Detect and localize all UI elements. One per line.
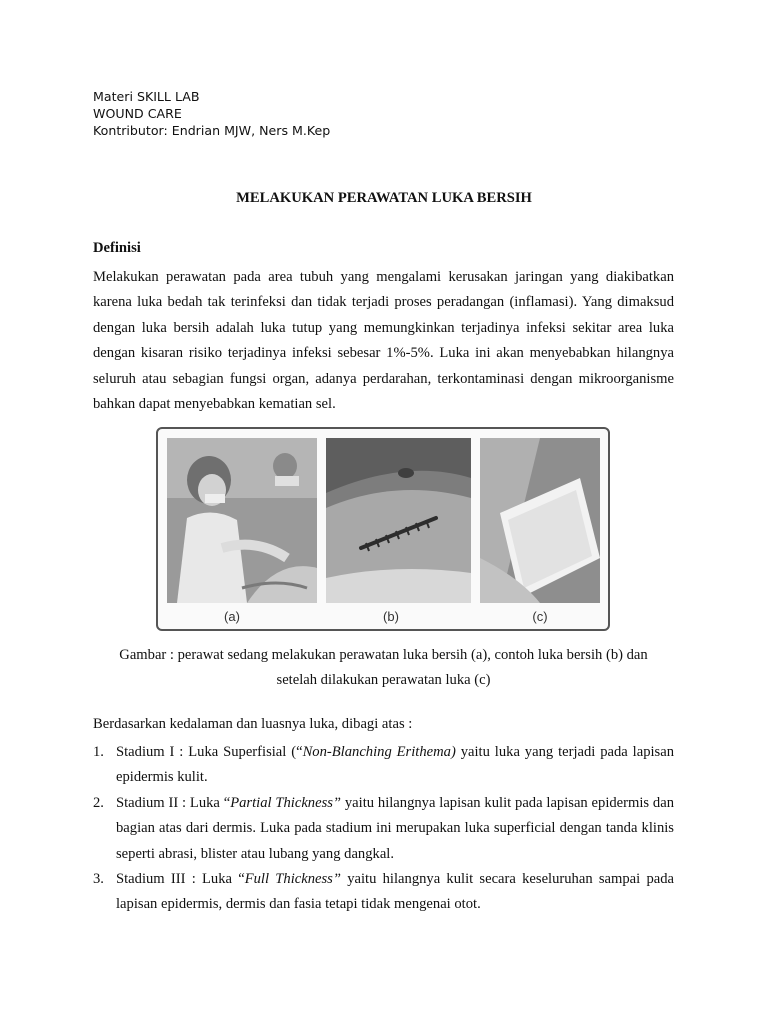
list-item: [93, 867, 674, 918]
figure-label-c: (c): [532, 609, 548, 624]
list-text-pre: Stadium II : Luka “: [116, 794, 231, 811]
header-course: Materi SKILL LAB: [93, 89, 200, 104]
definition-heading: Definisi: [93, 240, 141, 256]
caption-line-2: setelah dilakukan perawatan luka (c): [276, 672, 491, 689]
list-number: 1.: [93, 744, 104, 760]
list-text-pre: Stadium III : Luka “: [116, 871, 245, 888]
list-text-post: yaitu hilangnya lapisan kulit pada lapisan epidermis dan bagian atas dari dermis. Luka pada stadium ini merupakan luka superficial dengan tanda klinis seperti abrasi, blister atau lubang yang dangkal.: [116, 794, 675, 862]
page-title: MELAKUKAN PERAWATAN LUKA BERSIH: [236, 190, 532, 206]
header-contributor: Kontributor: Endrian MJW, Ners M.Kep: [93, 123, 331, 138]
document-header: [93, 88, 330, 139]
classification-intro: Berdasarkan kedalaman dan luasnya luka, dibagi atas :: [93, 716, 413, 732]
list-text-post: yaitu hilangnya kulit secara keseluruhan sampai pada lapisan epidermis, dermis dan fasia tetapi tidak mengenai otot.: [116, 871, 674, 913]
list-text-italic: Partial Thickness”: [230, 794, 342, 811]
photo-clean-wound: [326, 438, 471, 603]
figure-label-b: (b): [383, 609, 399, 624]
figure-caption: [93, 643, 674, 694]
caption-line-1: Gambar : perawat sedang melakukan perawatan luka bersih (a), contoh luka bersih (b) dan: [119, 647, 648, 663]
figure-label-a: (a): [224, 609, 240, 624]
photo-wound-dressing: [480, 438, 600, 603]
list-item: [93, 791, 674, 867]
list-text-italic: Full Thickness”: [244, 871, 341, 888]
list-number: 3.: [93, 871, 104, 888]
list-number: 2.: [93, 794, 104, 811]
stadium-list: [93, 740, 674, 918]
wound-care-figure: [156, 427, 610, 631]
list-item: [93, 740, 674, 791]
header-topic: WOUND CARE: [93, 106, 182, 121]
list-text-post: yaitu luka yang terjadi pada lapisan epidermis kulit.: [116, 744, 675, 786]
list-text-pre: Stadium I : Luka Superfisial (“: [116, 744, 303, 760]
definition-paragraph: Melakukan perawatan pada area tubuh yang mengalami kerusakan jaringan yang diakibatkan karena luka bedah tak terinfeksi dan tidak terjadi proses peradangan (inflamasi). Yang dimaksud dengan luka bersih adalah luka tutup yang memungkinkan terjadinya infeksi sekitar area luka dengan kisaran risiko terjadinya infeksi sebesar 1%-5%. Luka ini akan menyebabkan hilangnya seluruh atau sebagian fungsi organ, adanya perdarahan, terkontaminasi dengan mikroorganisme bahkan dapat menyebabkan kematian sel.: [93, 269, 674, 413]
photo-nurse-wound-care: [167, 438, 317, 603]
list-text-italic: Non-Blanching Erithema): [302, 744, 456, 760]
